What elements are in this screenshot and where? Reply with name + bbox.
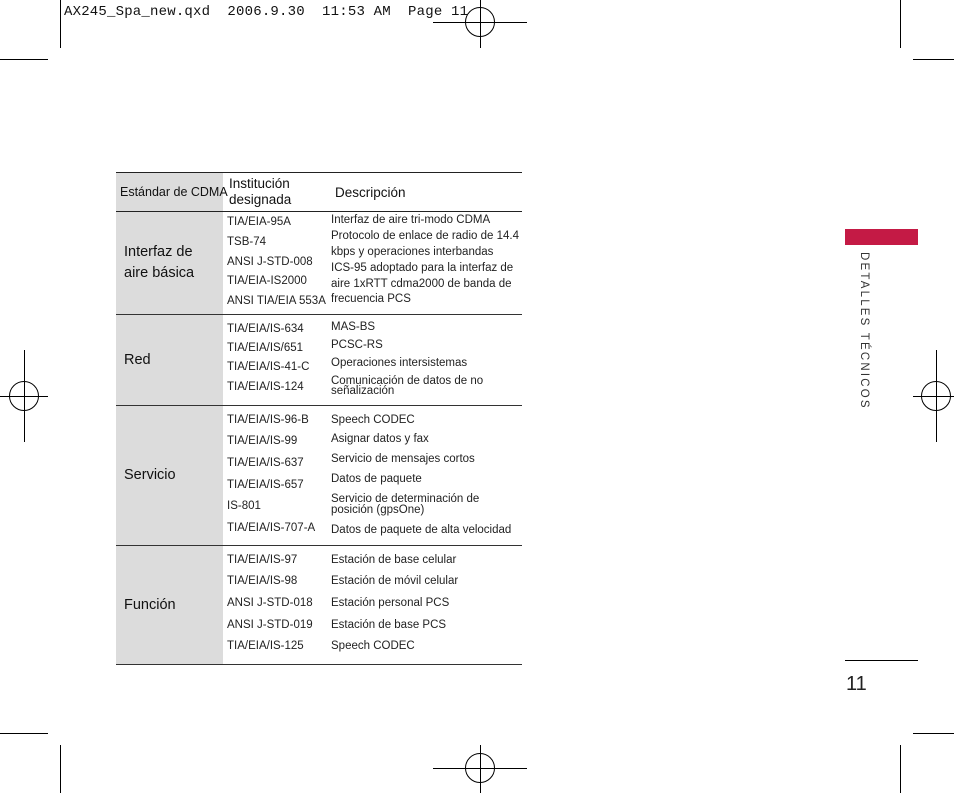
section-label: DETALLES TÉCNICOS <box>858 252 870 410</box>
table-row <box>116 212 522 315</box>
table-row <box>116 406 522 546</box>
institution-line: TIA/EIA/IS-97 <box>227 554 298 566</box>
category-cell: Red <box>116 315 223 406</box>
description-line: Datos de paquete de alta velocidad <box>331 524 512 536</box>
description-line: Interfaz de aire tri-modo CDMA <box>331 214 491 226</box>
description-line: PCSC-RS <box>331 339 383 351</box>
description-line: Comunicación de datos de no <box>331 375 484 387</box>
description-line: Speech CODEC <box>331 414 415 426</box>
description-cell <box>325 546 522 665</box>
institution-line: TIA/EIA-IS2000 <box>227 275 307 287</box>
crop-mark <box>0 733 48 734</box>
description-line: señalización <box>331 385 395 397</box>
institution-line: TIA/EIA/IS-657 <box>227 479 304 491</box>
institution-line: ANSI J-STD-018 <box>227 597 313 609</box>
column-header-description: Descripción <box>335 184 406 200</box>
description-line: Servicio de determinación de <box>331 493 480 505</box>
institution-line: TIA/EIA/IS-634 <box>227 323 304 335</box>
crop-mark <box>60 0 61 48</box>
table-row <box>116 315 522 406</box>
crop-mark <box>60 745 61 793</box>
institution-cell <box>223 315 325 406</box>
institution-line: TIA/EIA-95A <box>227 216 291 228</box>
institution-line: ANSI J-STD-008 <box>227 256 313 268</box>
institution-cell <box>223 406 325 546</box>
category-cell: Interfaz de aire básica <box>116 212 223 315</box>
description-line: Estación personal PCS <box>331 597 450 609</box>
institution-line: TSB-74 <box>227 236 266 248</box>
crop-mark <box>0 59 48 60</box>
institution-line: TIA/EIA/IS-124 <box>227 381 304 393</box>
description-line: kbps y operaciones interbandas <box>331 246 494 258</box>
institution-line: IS-801 <box>227 500 261 512</box>
cdma-standards-table <box>116 172 522 665</box>
institution-line: TIA/EIA/IS-707-A <box>227 522 316 534</box>
table-header-row <box>116 173 522 212</box>
category-cell: Servicio <box>116 406 223 546</box>
crop-mark <box>913 59 954 60</box>
institution-line: ANSI TIA/EIA 553A <box>227 295 326 307</box>
institution-cell <box>223 546 325 665</box>
crop-mark <box>900 745 901 793</box>
description-line: Estación de base celular <box>331 554 457 566</box>
institution-line: TIA/EIA/IS-96-B <box>227 414 309 426</box>
institution-line: TIA/EIA/IS-637 <box>227 457 304 469</box>
description-line: aire 1xRTT cdma2000 de banda de <box>331 278 512 290</box>
institution-line: ANSI J-STD-019 <box>227 619 313 631</box>
description-line: Operaciones intersistemas <box>331 357 468 369</box>
institution-line: TIA/EIA/IS/651 <box>227 342 304 354</box>
institution-line: TIA/EIA/IS-99 <box>227 435 298 447</box>
description-line: Estación de móvil celular <box>331 575 459 587</box>
crop-mark <box>913 733 954 734</box>
description-line: Asignar datos y fax <box>331 433 429 445</box>
category-cell: Función <box>116 546 223 665</box>
description-line: Speech CODEC <box>331 640 415 652</box>
institution-line: TIA/EIA/IS-98 <box>227 575 298 587</box>
institution-line: TIA/EIA/IS-125 <box>227 640 304 652</box>
section-color-bar <box>845 229 918 245</box>
description-cell <box>325 212 522 315</box>
page-number-rule <box>845 660 918 661</box>
column-header-institution: Institución designada <box>229 176 292 207</box>
print-slug: AX245_Spa_new.qxd 2006.9.30 11:53 AM Page 11 <box>64 4 469 20</box>
column-header-standard: Estándar de CDMA <box>116 173 223 212</box>
description-line: frecuencia PCS <box>331 293 411 305</box>
description-line: posición (gpsOne) <box>331 504 425 516</box>
table-row <box>116 546 522 665</box>
description-line: Servicio de mensajes cortos <box>331 453 475 465</box>
description-line: Estación de base PCS <box>331 619 447 631</box>
description-cell <box>325 406 522 546</box>
page-number: 11 <box>846 673 867 695</box>
description-line: Protocolo de enlace de radio de 14.4 <box>331 230 519 242</box>
description-line: MAS-BS <box>331 321 376 333</box>
description-line: ICS-95 adoptado para la interfaz de <box>331 262 514 274</box>
description-cell <box>325 315 522 406</box>
institution-cell <box>223 212 325 315</box>
crop-mark <box>900 0 901 48</box>
description-line: Datos de paquete <box>331 473 422 485</box>
institution-line: TIA/EIA/IS-41-C <box>227 361 310 373</box>
